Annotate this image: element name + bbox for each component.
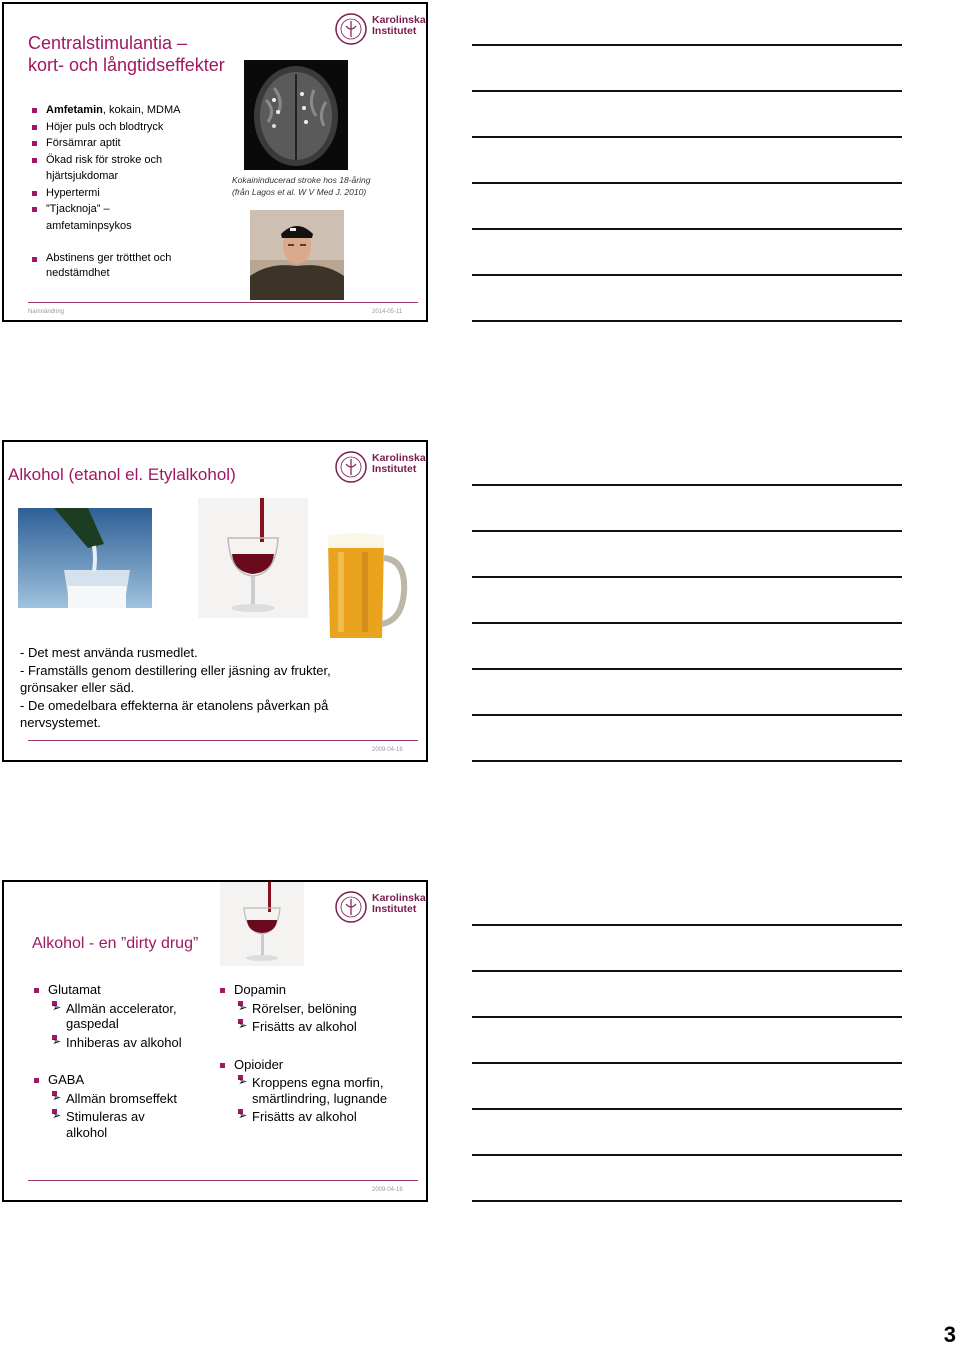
glutamat-sub-1: ➢ Allmän accelerator, gaspedal (48, 1001, 206, 1032)
slide-3-footer-date: 2009-04-16 (372, 1187, 403, 1193)
bullet-glutamat (30, 982, 210, 1050)
slide-2-footer-date: 2009-04-16 (372, 747, 403, 753)
note-line (472, 228, 902, 230)
gaba-sub-1: ➢ Allmän bromseffekt (48, 1091, 210, 1107)
slide-1-title (28, 32, 225, 76)
note-line (472, 714, 902, 716)
slide-2-title: Alkohol (etanol el. Etylalkohol) (8, 465, 236, 484)
karolinska-seal-icon (334, 12, 368, 46)
slide-2-text-line-2: - Framställs genom destillering eller jäsning av frukter, (20, 662, 331, 678)
man-portrait-photo (250, 210, 344, 300)
slide-2-text-line-3: grönsaker eller säd. (20, 680, 135, 695)
bullet-puls: Höjer puls och blodtryck (28, 119, 218, 136)
note-line (472, 970, 902, 972)
bullet-tjacknoja: ”Tjacknoja” – amfetaminpsykos (28, 201, 156, 234)
glutamat-sub-list (48, 1001, 210, 1051)
bullet-amfetamin: Amfetamin, kokain, MDMA (28, 102, 218, 119)
slide-1-footer-line (28, 302, 418, 303)
small-wine-glass-photo (220, 882, 304, 966)
slide-1-footer-date: 2014-05-11 (372, 309, 403, 315)
gaba-sub-list (48, 1091, 210, 1141)
slide-1-bullets (28, 102, 218, 234)
slide-3-title: Alkohol - en ”dirty drug” (32, 935, 199, 952)
karolinska-wordmark: Karolinska Institutet (372, 892, 426, 915)
wine-glass-photo (198, 498, 308, 618)
note-line (472, 1154, 902, 1156)
opioider-label: Opioider (234, 1056, 284, 1072)
slide-1-footer-left: Namnändring (28, 309, 65, 315)
note-line (472, 484, 902, 486)
note-line (472, 622, 902, 624)
bullet-opioider (216, 1057, 416, 1125)
slide-3-left-column (30, 982, 210, 1140)
karolinska-logo (334, 10, 426, 50)
slide-2-text (20, 644, 420, 732)
brain-mri-image (244, 60, 348, 170)
slide-1-caption: Kokaininducerad stroke hos 18-åring (från Lagos et al. W V Med J. 2010) (232, 175, 371, 197)
slide-2-text-line-1: - Det mest använda rusmedlet. (20, 645, 198, 660)
karolinska-wordmark: Karolinska Institutet (372, 452, 426, 475)
bullet-aptit: Försämrar aptit (28, 135, 218, 152)
opioider-sub-1: ➢ Kroppens egna morfin, smärtlindring, lugnande (234, 1075, 402, 1106)
bullet-abstinens: Abstinens ger trötthet och nedstämdhet (28, 251, 198, 281)
note-line (472, 1016, 902, 1018)
note-line (472, 136, 902, 138)
note-line (472, 668, 902, 670)
note-line (472, 1200, 902, 1202)
slide-2-text-line-4: - De omedelbara effekterna är etanolens påverkan på (20, 697, 329, 713)
dopamin-sub-list (234, 1001, 416, 1035)
note-line (472, 1108, 902, 1110)
karolinska-logo (334, 888, 426, 928)
gaba-label: GABA (48, 1072, 85, 1087)
opioider-sub-list (234, 1075, 416, 1125)
dopamin-sub-1: ➢ Rörelser, belöning (234, 1001, 416, 1017)
beer-mug-photo (314, 532, 408, 644)
dopamin-sub-2: ➢ Frisätts av alkohol (234, 1019, 416, 1035)
note-line (472, 760, 902, 762)
glutamat-sub-2: ➢ Inhiberas av alkohol (48, 1035, 210, 1051)
slide-3-right-column (216, 982, 416, 1125)
note-line (472, 530, 902, 532)
gaba-sub-2: ➢ Stimuleras av alkohol (48, 1109, 166, 1140)
note-line (472, 1062, 902, 1064)
bullet-hypertermi: Hypertermi (28, 185, 218, 202)
slide-1-abstinens (28, 251, 198, 281)
karolinska-seal-icon (334, 450, 368, 484)
karolinska-seal-icon (334, 890, 368, 924)
dopamin-label: Dopamin (234, 982, 287, 997)
slide-2-text-line-5: nervsystemet. (20, 715, 101, 730)
slide-1 (2, 2, 428, 322)
bullet-dopamin (216, 982, 416, 1035)
note-line (472, 576, 902, 578)
note-line (472, 44, 902, 46)
slide-2-footer-line (28, 740, 418, 741)
page-number: 3 (943, 1322, 956, 1347)
pouring-bottle-photo (18, 508, 152, 608)
opioider-sub-2: ➢ Frisätts av alkohol (234, 1109, 416, 1125)
note-line (472, 274, 902, 276)
glutamat-label: Glutamat (48, 982, 101, 997)
karolinska-wordmark: Karolinska Institutet (372, 14, 426, 37)
note-line (472, 90, 902, 92)
note-line (472, 924, 902, 926)
note-line (472, 182, 902, 184)
slide-3-footer-line (28, 1180, 418, 1181)
bullet-gaba (30, 1072, 210, 1140)
slide-1-title-line-2: kort- och långtidseffekter (28, 55, 225, 75)
slide-1-title-line-1: Centralstimulantia – (28, 33, 188, 53)
slide-2 (2, 440, 428, 762)
bullet-stroke: Ökad risk för stroke och hjärtsjukdomar (28, 152, 176, 185)
karolinska-logo (334, 448, 426, 488)
slide-3 (2, 880, 428, 1202)
note-line (472, 320, 902, 322)
